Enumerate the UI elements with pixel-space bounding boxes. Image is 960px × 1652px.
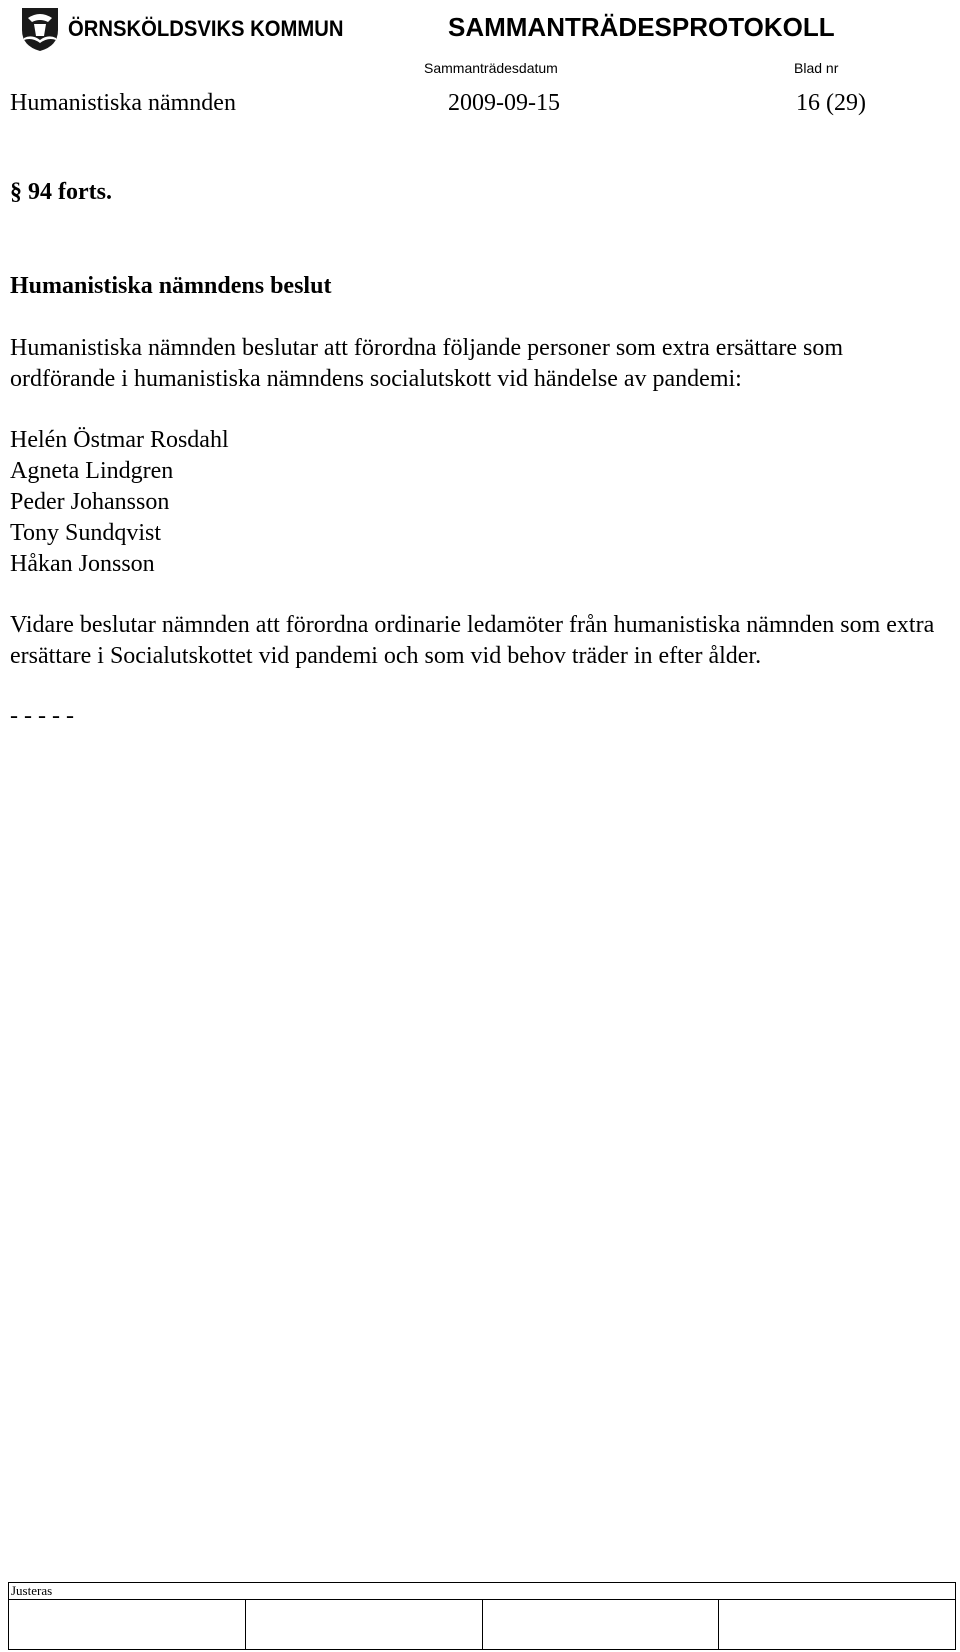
signature-label-row	[9, 1583, 955, 1600]
signature-cell	[246, 1600, 483, 1650]
closing-dashes: - - - - -	[10, 703, 74, 729]
coat-of-arms-icon	[20, 6, 60, 52]
page-number: 16 (29)	[796, 90, 866, 116]
signature-cell	[483, 1600, 720, 1650]
list-item: Håkan Jonsson	[10, 551, 155, 577]
list-item: Helén Östmar Rosdahl	[10, 427, 229, 453]
list-item: Tony Sundqvist	[10, 520, 162, 546]
appointee-list	[10, 425, 229, 580]
justeras-label: Justeras	[11, 1583, 53, 1598]
municipality-name: ÖRNSKÖLDSVIKS KOMMUN	[68, 16, 344, 41]
decision-heading: Humanistiska nämndens beslut	[10, 273, 332, 299]
committee-name: Humanistiska nämnden	[10, 90, 236, 116]
section-heading: § 94 forts.	[10, 179, 112, 205]
document-type-title: SAMMANTRÄDESPROTOKOLL	[448, 12, 835, 42]
list-item: Agneta Lindgren	[10, 458, 174, 484]
meeting-date: 2009-09-15	[448, 90, 560, 116]
signature-cell	[9, 1600, 246, 1650]
signature-cell	[719, 1600, 955, 1650]
municipality-logo	[20, 6, 344, 54]
additional-decision-paragraph: Vidare beslutar nämnden att förordna ordinarie ledamöter från humanistiska nämnden som extra ersättare i Socialutskottet vid pandemi och som vid behov träder in efter ålder.	[10, 612, 935, 669]
list-item: Peder Johansson	[10, 489, 170, 515]
page-label: Blad nr	[794, 60, 839, 76]
date-label: Sammanträdesdatum	[424, 60, 558, 76]
decision-paragraph: Humanistiska nämnden beslutar att förordna följande personer som extra ersättare som ordförande i humanistiska nämndens socialutskott vid händelse av pandemi:	[10, 335, 844, 392]
signature-cells	[9, 1600, 955, 1650]
signature-table	[8, 1582, 956, 1650]
